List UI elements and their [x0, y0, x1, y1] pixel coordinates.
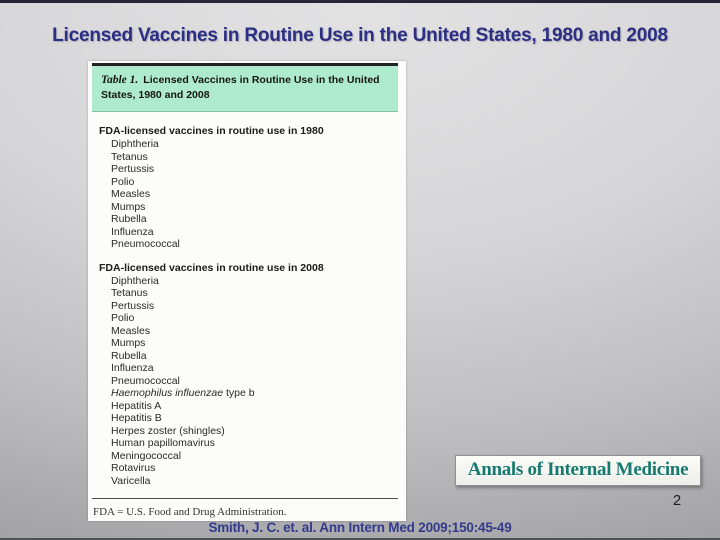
vaccine-section: [99, 124, 394, 251]
citation-text: Smith, J. C. et. al. Ann Intern Med 2009;150:45-49: [208, 520, 512, 535]
vaccine-list: [99, 138, 394, 251]
vaccine-item: Varicella: [111, 474, 151, 487]
vaccine-item: Rotavirus: [111, 462, 156, 474]
vaccine-item: Polio: [111, 175, 135, 188]
vaccine-item: Mumps: [111, 200, 146, 213]
vaccine-item: Diphtheria: [111, 274, 159, 287]
vaccine-section-header: FDA-licensed vaccines in routine use in 2008: [99, 261, 324, 274]
vaccine-section-header: FDA-licensed vaccines in routine use in 1980: [99, 125, 324, 137]
vaccine-item: Influenza: [111, 225, 154, 238]
vaccine-item: Meningococcal: [111, 449, 182, 462]
slide-page-number: 2: [672, 492, 682, 509]
vaccine-item: Measles: [111, 188, 151, 200]
vaccine-item: Measles: [111, 324, 151, 337]
vaccine-item: Rubella: [111, 349, 147, 362]
table-caption-label: Table 1.: [101, 74, 139, 86]
vaccine-item: Tetanus: [111, 150, 148, 163]
table-caption-title: Licensed Vaccines in Routine Use in the United States, 1980 and 2008: [101, 74, 380, 101]
slide-title: Licensed Vaccines in Routine Use in the United States, 1980 and 2008: [52, 25, 668, 46]
vaccine-section: [99, 261, 394, 488]
table-footnote: FDA = U.S. Food and Drug Administration.: [93, 506, 287, 518]
table-caption: [92, 66, 398, 112]
vaccine-item: Diphtheria: [111, 138, 159, 150]
vaccine-item: Human papillomavirus: [111, 437, 215, 449]
table-bottom-rule: [92, 498, 398, 499]
vaccine-item: Pertussis: [111, 299, 155, 312]
table-body: [92, 112, 398, 487]
vaccine-list: [99, 275, 394, 488]
vaccine-item: Haemophilus influenzae type b: [111, 387, 255, 399]
vaccine-item: Influenza: [111, 362, 154, 374]
vaccine-item: Polio: [111, 312, 135, 324]
annals-of-internal-medicine-logo: Annals of Internal Medicine: [455, 455, 701, 486]
vaccine-item: Rubella: [111, 213, 147, 225]
vaccine-table: [88, 61, 406, 521]
vaccine-item: Herpes zoster (shingles): [111, 424, 225, 437]
vaccine-item: Hepatitis A: [111, 399, 162, 412]
vaccine-item: Mumps: [111, 337, 146, 349]
vaccine-item: Hepatitis B: [111, 412, 162, 424]
vaccine-item: Pneumococcal: [111, 374, 180, 387]
vaccine-item: Pertussis: [111, 163, 155, 175]
vaccine-item: Pneumococcal: [111, 238, 180, 250]
vaccine-item: Tetanus: [111, 287, 148, 299]
